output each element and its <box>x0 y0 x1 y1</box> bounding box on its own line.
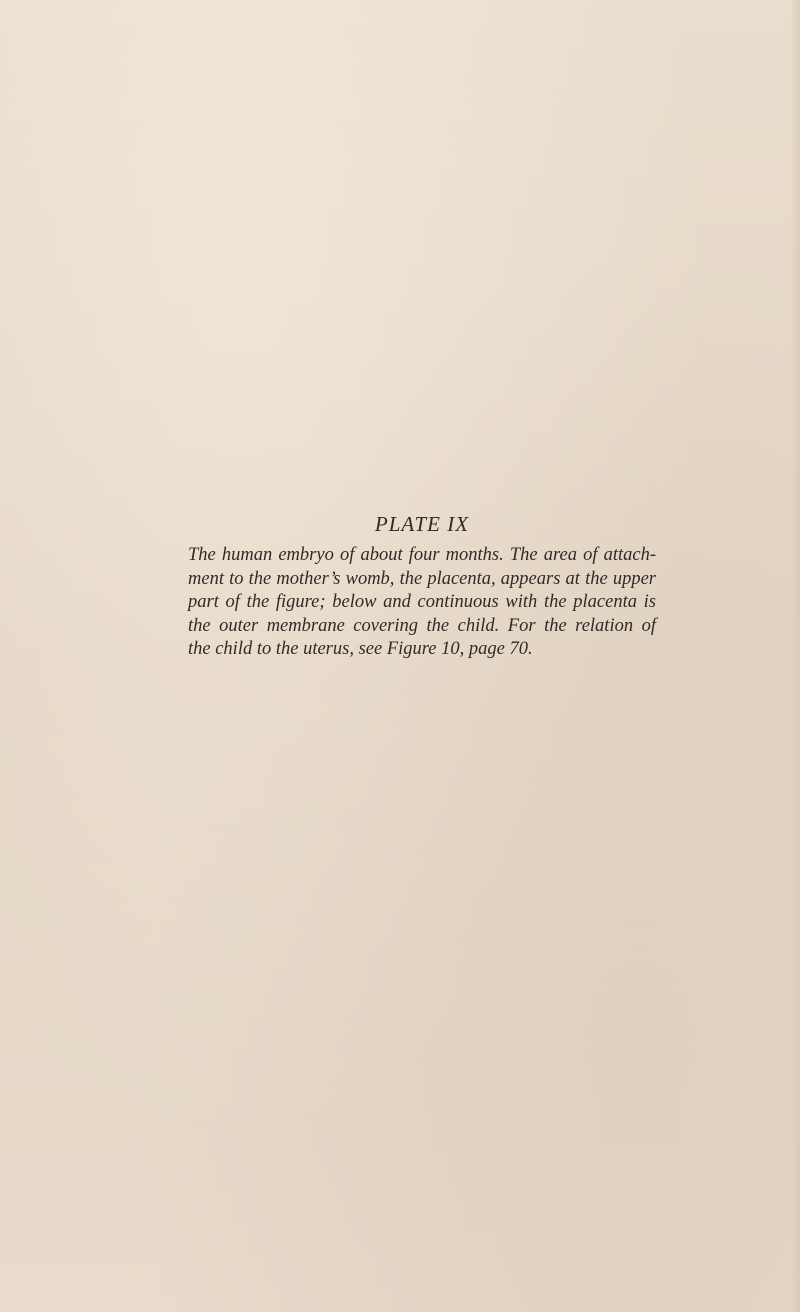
caption-line: ment to the mother’s womb, the placenta, appears at the upper <box>188 568 656 589</box>
caption-line: the child to the uterus, see Figure 10, page 70. <box>188 639 533 660</box>
plate-title: PLATE IX <box>374 512 470 536</box>
caption-line: The human embryo of about four months. The area of attach- <box>188 545 656 565</box>
caption-text <box>188 544 656 662</box>
plate-caption <box>188 510 656 662</box>
caption-line: part of the figure; below and continuous with the placenta is <box>188 592 656 613</box>
page-edge-shadow <box>790 0 800 1312</box>
caption-line: the outer membrane covering the child. For the relation of <box>188 615 656 636</box>
